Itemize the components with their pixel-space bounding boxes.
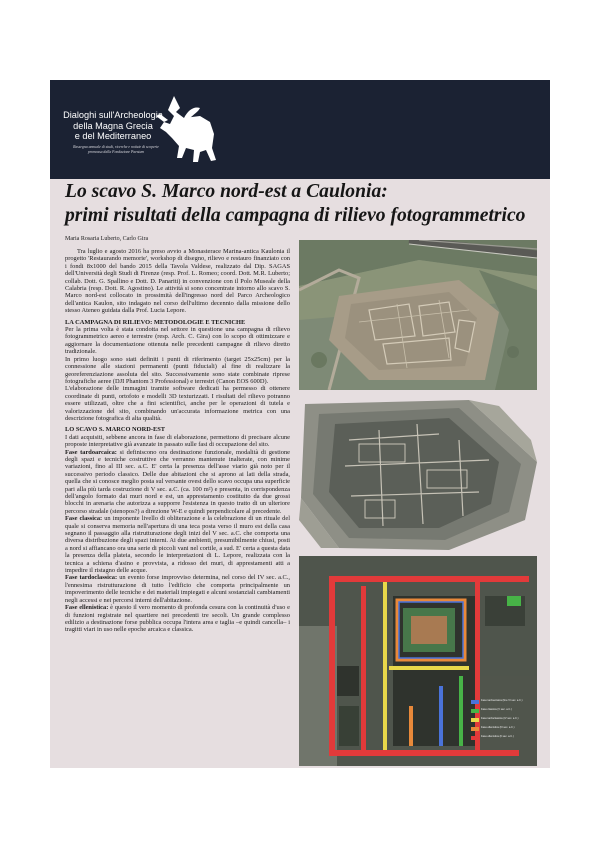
phase-label: Fase classica: (65, 515, 103, 523)
section-heading-methodology: LA CAMPAGNA DI RILIEVO: METODOLOGIE E TECNICHE (65, 318, 246, 326)
legend-item: Fase tardoclassica (IV sec. a.C.) (471, 716, 533, 725)
methodology-paragraph-3: L'elaborazione delle immagini tramite software dedicati ha permesso di ottenere coordinate di punti, ortofoto e modelli 3D texturizzati. I risultati del rilievo potranno essere utilizzati, oltre che a fini scientifici, anche per le operazioni di tutela e valorizzazione del sito, combinando un'accurata informazione metrica con una descrizione fotografica di alta qualità. (65, 385, 290, 422)
legend-item: Fase tardoarcaica (fine VI sec. a.C.) (471, 698, 533, 707)
poster (50, 80, 550, 768)
authors: Maria Rosaria Luberto, Carlo Gira (65, 236, 149, 242)
legend-swatch (471, 700, 479, 704)
intro-paragraph: Tra luglio e agosto 2016 ha preso avvio a Monasterace Marina-antica Kaulonia il progetto 'Restaurando memorie', workshop di disegno, rilievo e restauro finanziato con i fondi 8x1000 del bando 2015 della Tavola Valdese, realizzato dal Dip. SAGAS dell'Università degli Studi di Firenze (resp. Prof. L. Romeo; coord. Dott. M.R. Luberto; collab. Dott. G. Spallino e Dott. D. Panariti) in convenzione con il Polo Museale della Calabria (resp. Dott. R. Agostino). Le attività si sono concentrate intorno allo scavo S. Marco nord-est collocato in prossimità dell'ingresso nord del Parco Archeologico dell'antica Kaulon, sito indagato nel corso dell'ultimo decennio dalla missione dello stesso Ateneo guidata dalla Prof. Lucia Lepore. (65, 248, 290, 315)
phase-text: un evento forse improvviso determina, nel corso del IV sec. a.C., l'ennesima ristrutturazione di tutto l'edificio che comporta principalmente un impoverimento delle tecniche e dei materiali impiegati e alcuni sostanziali cambiamenti negli accessi e nei percorsi interni dell'abitazione. (65, 574, 290, 604)
journal-banner (50, 80, 550, 179)
legend-item: Fase ellenistica (II sec. a.C.) (471, 734, 533, 743)
legend-item: Fase classica (V sec. a.C.) (471, 707, 533, 716)
legend-swatch (471, 709, 479, 713)
phase-paragraph-classical (65, 515, 290, 574)
aerial-photo (299, 240, 537, 390)
orthophoto-model (299, 400, 537, 550)
phase-paragraph-late-archaic (65, 449, 290, 516)
legend-swatch (471, 727, 479, 731)
phase-legend (471, 698, 533, 743)
phase-plan (299, 556, 537, 766)
legend-item: Fase ellenistica (III sec. a.C.) (471, 725, 533, 734)
phase-label: Fase ellenistica: (65, 604, 109, 612)
phase-paragraph-late-classical (65, 574, 290, 604)
methodology-paragraph-2: In primo luogo sono stati definiti i punti di riferimento (target 25x25cm) per la connessione alle stazioni permanenti (punti fiduciali) al fine di realizzare la georeferenziazione assoluta del sito. Successivamente sono state combinate riprese fotografiche aeree (DJI Phantom 3 Professional) e terrestri (Canon EOS 600D). (65, 355, 290, 385)
phase-paragraph-hellenistic (65, 604, 290, 634)
excavation-intro-paragraph: I dati acquisiti, sebbene ancora in fase di elaborazione, permettono di precisare alcune proposte interpretative già avanzate in passato sulle fasi di occupazione del sito. (65, 433, 290, 449)
legend-swatch (471, 736, 479, 740)
phase-label: Fase tardoarcaica: (65, 448, 117, 456)
legend-swatch (471, 718, 479, 722)
phase-label: Fase tardoclassica: (65, 574, 118, 582)
phase-text: è questo il vero momento di profonda cesura con la continuità d'uso e di funzioni registrate nel quartiere nei precedenti tre secoli. Un grande complesso edilizio a destinazione forse pubblica occupa l'intera area e taglia –e quindi cancella– i tragitti viari in uso nelle epoche arcaica e classica. (65, 604, 290, 634)
body-text-column (65, 248, 290, 634)
poster-title: Lo scavo S. Marco nord-est a Caulonia: primi risultati della campagna di rilievo fotogrammetrico (65, 181, 526, 226)
phase-text: un imponente livello di obliterazione e la celebrazione di un rituale del quale si conserva memoria nell'apertura di una teca posta verso il muro est della casa segnano il passaggio alla ristrutturazione degli inizi del V sec. a.C. che comporta una diversa distribuzione degli spazi interni. Ai due ambienti, presumibilmente chiusi, posti a nord si affiancano ora una serie di piccoli vani nel cortile, a sud. E' certa a questa data la presenza della plateia, secondo le interpretazioni di L. Lepore, realizzata con la tecnica a schiena d'asino e provvista, a ridosso dei muri, di apprestamenti atti a impedire il ristagno delle acque. (65, 515, 290, 575)
phase-text: si definiscono ora destinazione funzionale, modalità di gestione degli spazi e tecniche costruttive che verranno mantenute inalterate, con minime variazioni, fino al III sec. a.C. E' certa la presenza dell'asse viario già noto per il successivo periodo classico. Delle due abitazioni che si aprono ai lati della strada, quella che si conosce meglio posta sul versante ovest dello scavo occupa una superficie pari alla più tarda costruzione di V sec. a.C. (ca. 100 m²) e presenta, in corrispondenza dell'angolo formato dai muri nord e est, un apprestamento costituito da due grossi blocchi in arenaria che autorizza a supporre l'esistenza in questo tratto di un ulteriore percorso stradale (stenopos?) a direzione W-E e quindi perpendicolare al precedente. (65, 448, 290, 515)
methodology-paragraph-1: Per la prima volta è stata condotta nel settore in questione una campagna di rilievo fotogrammetrico aereo e terrestre (resp. Arch. C. Gira) con lo scopo di ottimizzare e aggiornare la documentazione ottenuta nelle precedenti campagne di rilievo diretto tradizionale. (65, 326, 290, 356)
journal-title: Dialoghi sull'Archeologia della Magna Grecia e del Mediterraneo (63, 110, 163, 141)
section-heading-excavation: LO SCAVO S. MARCO NORD-EST (65, 426, 166, 434)
journal-subtitle: Rassegna annuale di studi, ricerche e notizie di scoperte promossa dalla Fondazione Paestum (73, 145, 159, 154)
